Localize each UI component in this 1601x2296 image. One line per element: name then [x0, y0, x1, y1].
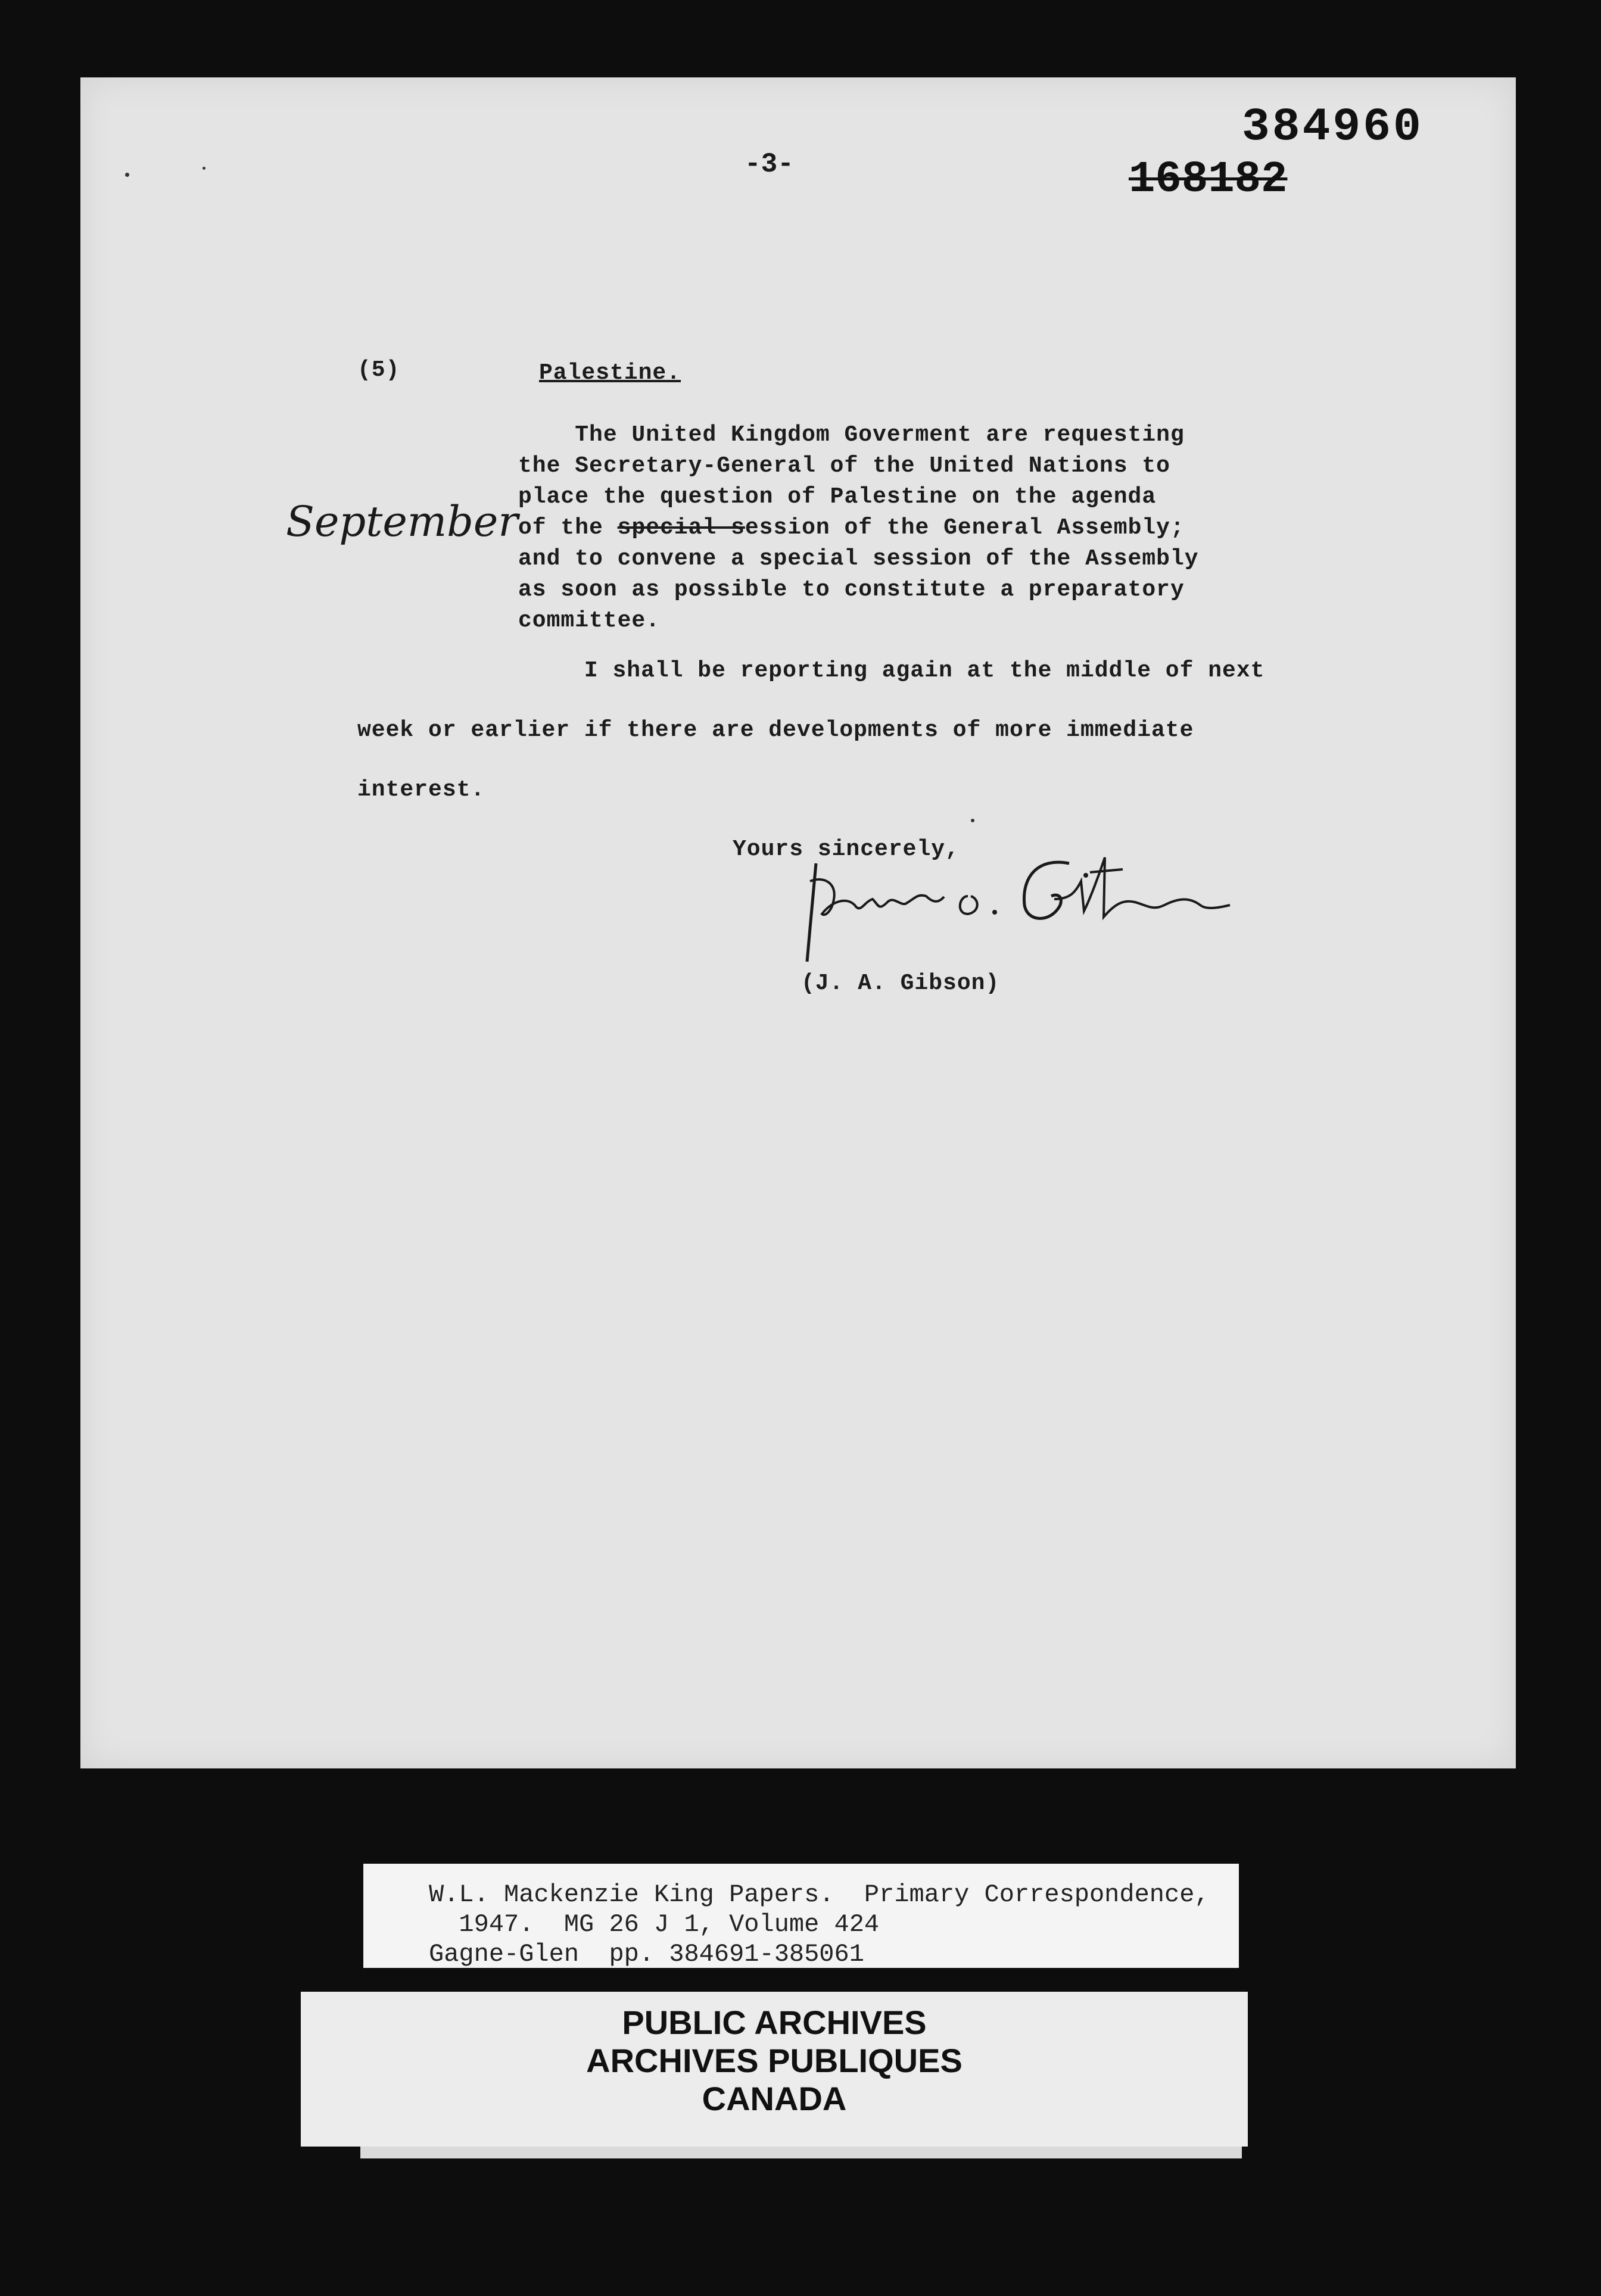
- label-line: W.L. Mackenzie King Papers. Primary Correspondence,: [429, 1880, 1210, 1909]
- section-number: (5): [357, 357, 400, 383]
- paragraph-line: The United Kingdom Goverment are requesting: [518, 422, 1185, 448]
- valediction: Yours sincerely,: [733, 837, 960, 862]
- closing-line: week or earlier if there are developments of more immediate: [357, 718, 1194, 743]
- signature-name: (J. A. Gibson): [801, 971, 1000, 996]
- label-line: Gagne-Glen pp. 384691-385061: [429, 1940, 864, 1969]
- archives-line: PUBLIC ARCHIVES: [622, 2004, 927, 2041]
- card-edge: [360, 2147, 1242, 2158]
- archives-line: CANADA: [702, 2080, 847, 2117]
- archive-reference-label: [363, 1864, 1239, 1968]
- label-line: 1947. MG 26 J 1, Volume 424: [429, 1910, 880, 1939]
- line-text: of the: [518, 515, 618, 541]
- archives-line: ARCHIVES PUBLIQUES: [586, 2042, 963, 2079]
- section-title: Palestine.: [539, 360, 681, 386]
- stray-mark: [125, 173, 129, 177]
- struck-old-archive-number: 168182: [1129, 155, 1288, 205]
- paragraph-line: and to convene a special session of the Assembly: [518, 546, 1199, 572]
- handwritten-insert: September: [286, 497, 518, 546]
- stray-mark: [971, 819, 974, 822]
- paragraph-line-with-strikethrough: [518, 513, 1185, 544]
- archive-stamp-number: 384960: [1242, 101, 1424, 154]
- stray-mark: [203, 167, 205, 170]
- struck-word: special s: [617, 515, 745, 541]
- line-text: ession of the General Assembly;: [745, 515, 1185, 541]
- document-page: [80, 77, 1516, 1768]
- page-number: -3-: [745, 149, 794, 180]
- paragraph-line: committee.: [518, 608, 661, 634]
- paragraph-line: the Secretary-General of the United Nations to: [518, 453, 1170, 479]
- paragraph-line: as soon as possible to constitute a preparatory: [518, 577, 1185, 603]
- paragraph-line: place the question of Palestine on the agenda: [518, 484, 1157, 510]
- archives-stamp-card: [301, 1992, 1248, 2147]
- handwritten-signature: [789, 840, 1242, 977]
- closing-line: interest.: [357, 777, 485, 803]
- closing-line: I shall be reporting again at the middle of next: [357, 658, 1265, 684]
